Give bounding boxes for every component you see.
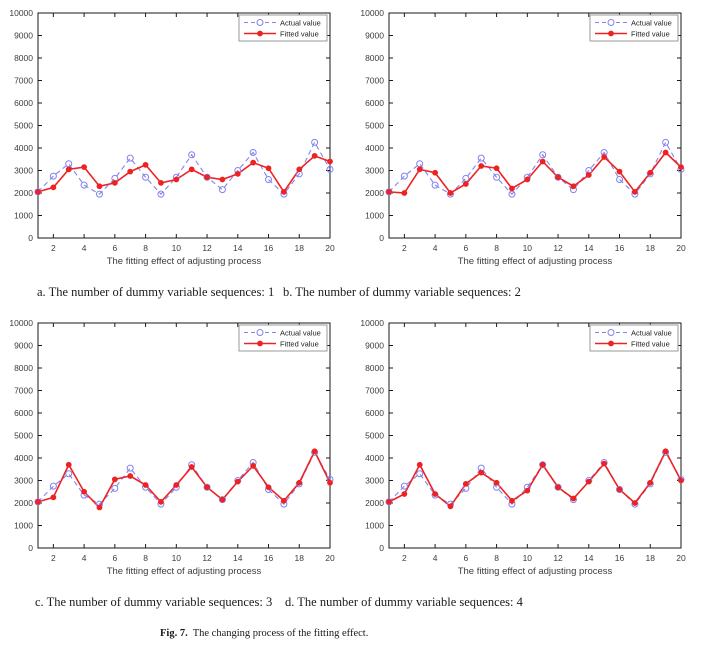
x-tick-label: 4 (81, 243, 87, 253)
x-tick-label: 16 (614, 243, 625, 253)
fitted-marker (235, 479, 240, 484)
y-tick-label: 4000 (14, 143, 33, 153)
fitted-marker (251, 463, 256, 468)
x-tick-label: 4 (432, 243, 438, 253)
legend-entry-label: Actual value (280, 18, 321, 28)
x-axis-label: The fitting effect of adjusting process (106, 566, 262, 577)
y-tick-label: 3000 (14, 165, 33, 176)
fitted-marker (266, 485, 271, 490)
actual-marker (127, 465, 133, 471)
legend-entry-label: Actual value (280, 328, 321, 338)
legend-fitted-marker (258, 31, 263, 36)
x-tick-label: 14 (233, 243, 243, 253)
x-tick-label: 14 (584, 243, 594, 253)
fitted-marker (128, 474, 133, 479)
y-tick-label: 9000 (14, 340, 33, 351)
actual-marker (66, 471, 72, 477)
y-tick-label: 3000 (365, 475, 384, 486)
x-tick-label: 10 (522, 243, 533, 253)
y-tick-label: 9000 (365, 340, 384, 351)
x-tick-label: 18 (294, 243, 304, 253)
fitted-marker (82, 489, 87, 494)
actual-marker (50, 173, 56, 179)
y-tick-label: 1000 (365, 520, 384, 531)
fitted-marker (143, 162, 148, 167)
y-tick-label: 8000 (14, 363, 33, 373)
x-tick-label: 20 (676, 243, 686, 253)
fitted-marker (648, 480, 653, 485)
fitted-marker (402, 492, 407, 497)
fitted-marker (220, 177, 225, 182)
y-tick-label: 10000 (9, 8, 33, 18)
x-tick-label: 18 (294, 553, 304, 563)
y-tick-label: 3000 (365, 165, 384, 176)
fitted-marker (281, 498, 286, 503)
x-tick-label: 2 (402, 243, 407, 253)
x-tick-label: 18 (645, 243, 655, 253)
y-tick-label: 1000 (14, 520, 33, 531)
x-tick-label: 6 (463, 243, 469, 253)
fitted-marker (448, 191, 453, 196)
fitted-marker (556, 485, 561, 490)
fitted-marker (387, 499, 392, 504)
fitted-marker (189, 167, 194, 172)
fitted-marker (97, 184, 102, 189)
y-tick-label: 3000 (14, 475, 33, 486)
fitted-marker (433, 492, 438, 497)
y-tick-label: 0 (379, 233, 384, 243)
fitted-marker (205, 485, 210, 490)
fitted-marker (97, 505, 102, 510)
plot-box (38, 323, 330, 548)
fitted-marker (82, 165, 87, 170)
x-tick-label: 4 (432, 553, 438, 563)
chart-a-svg (0, 0, 352, 272)
fitted-marker (328, 159, 333, 164)
y-tick-label: 1000 (14, 210, 33, 221)
y-tick-label: 10000 (9, 318, 33, 328)
x-axis-label: The fitting effect of adjusting process (106, 256, 262, 267)
fitted-marker (556, 175, 561, 180)
fitted-marker (479, 470, 484, 475)
legend-fitted-marker (258, 341, 263, 346)
fitted-marker (586, 173, 591, 178)
y-tick-label: 5000 (365, 430, 384, 441)
fitted-marker (205, 175, 210, 180)
fitted-marker (433, 170, 438, 175)
actual-marker (312, 139, 318, 145)
actual-marker (417, 161, 423, 167)
fitted-marker (617, 487, 622, 492)
x-tick-label: 20 (676, 553, 686, 563)
y-tick-label: 4000 (365, 143, 384, 153)
x-tick-label: 10 (171, 243, 182, 253)
fitted-marker (617, 169, 622, 174)
actual-marker (478, 155, 484, 161)
legend-entry-label: Fitted value (631, 29, 670, 39)
actual-marker (112, 485, 118, 491)
fitted-marker (525, 488, 530, 493)
actual-marker (219, 187, 225, 193)
legend-entry-label: Fitted value (631, 339, 670, 349)
y-tick-label: 0 (28, 233, 33, 243)
fitted-marker (159, 499, 164, 504)
legend-entry-label: Fitted value (280, 339, 319, 349)
figure-caption-label: Fig. 7. (160, 628, 188, 639)
y-tick-label: 9000 (365, 30, 384, 41)
y-tick-label: 2000 (14, 498, 33, 508)
legend-entry-label: Fitted value (280, 29, 319, 39)
fitted-marker (632, 501, 637, 506)
x-tick-label: 12 (553, 553, 563, 563)
fitted-marker (663, 150, 668, 155)
y-tick-label: 8000 (365, 363, 384, 373)
plot-box (389, 13, 681, 238)
y-tick-label: 5000 (365, 120, 384, 131)
fitted-marker (235, 171, 240, 176)
y-tick-label: 7000 (365, 385, 384, 396)
fitted-marker (494, 166, 499, 171)
fitted-marker (128, 169, 133, 174)
figure-caption (160, 628, 368, 639)
fitted-marker (174, 177, 179, 182)
legend-actual-marker (257, 20, 263, 26)
fitted-marker (174, 483, 179, 488)
y-tick-label: 6000 (14, 98, 33, 108)
fitted-marker (66, 167, 71, 172)
y-tick-label: 9000 (14, 30, 33, 41)
subcaption-d: d. The number of dummy variable sequences: 4 (285, 595, 523, 609)
x-tick-label: 8 (494, 553, 499, 563)
y-tick-label: 10000 (360, 318, 384, 328)
legend-actual-marker (608, 330, 614, 336)
fitted-marker (479, 164, 484, 169)
legend-fitted-marker (609, 341, 614, 346)
x-tick-label: 10 (522, 553, 533, 563)
fitted-marker (648, 170, 653, 175)
actual-marker (617, 177, 623, 183)
legend-actual-marker (257, 330, 263, 336)
x-tick-label: 2 (51, 243, 56, 253)
fitted-marker (328, 480, 333, 485)
y-tick-label: 7000 (14, 385, 33, 396)
fitted-marker (417, 462, 422, 467)
y-tick-label: 7000 (14, 75, 33, 86)
fitted-marker (112, 180, 117, 185)
actual-marker (401, 173, 407, 179)
subcaption-a: a. The number of dummy variable sequences: 1 (37, 285, 275, 299)
x-tick-label: 14 (584, 553, 594, 563)
fitted-marker (679, 478, 684, 483)
x-tick-label: 12 (553, 243, 563, 253)
x-tick-label: 12 (202, 243, 212, 253)
y-tick-label: 2000 (365, 188, 384, 198)
actual-marker (663, 139, 669, 145)
fitted-marker (281, 189, 286, 194)
fitted-marker (297, 480, 302, 485)
x-axis-label: The fitting effect of adjusting process (457, 256, 613, 267)
y-tick-label: 7000 (365, 75, 384, 86)
chart-d-svg (351, 310, 703, 582)
subcaption-b: b. The number of dummy variable sequences: 2 (283, 285, 521, 299)
actual-marker (266, 177, 272, 183)
y-tick-label: 8000 (14, 53, 33, 63)
x-tick-label: 20 (325, 553, 335, 563)
y-tick-label: 6000 (14, 408, 33, 418)
x-tick-label: 6 (112, 243, 118, 253)
legend-entry-label: Actual value (631, 328, 672, 338)
x-tick-label: 16 (614, 553, 625, 563)
y-tick-label: 5000 (14, 430, 33, 441)
x-tick-label: 8 (494, 243, 499, 253)
fitted-marker (510, 498, 515, 503)
y-tick-label: 8000 (365, 53, 384, 63)
y-tick-label: 6000 (365, 98, 384, 108)
plot-box (38, 13, 330, 238)
y-tick-label: 1000 (365, 210, 384, 221)
fitted-marker (540, 159, 545, 164)
fitted-marker (159, 180, 164, 185)
fitted-marker (663, 449, 668, 454)
actual-marker (127, 155, 133, 161)
y-tick-label: 4000 (365, 453, 384, 463)
fitted-marker (66, 462, 71, 467)
actual-marker (463, 175, 469, 181)
x-tick-label: 2 (402, 553, 407, 563)
fitted-marker (602, 155, 607, 160)
actual-marker (401, 483, 407, 489)
x-tick-label: 8 (143, 243, 148, 253)
y-tick-label: 4000 (14, 453, 33, 463)
fitted-marker (463, 182, 468, 187)
x-tick-label: 2 (51, 553, 56, 563)
x-tick-label: 6 (112, 553, 118, 563)
fitted-marker (312, 153, 317, 158)
fitted-marker (494, 480, 499, 485)
fitted-marker (189, 465, 194, 470)
fitted-marker (220, 497, 225, 502)
chart-b-svg (351, 0, 703, 272)
x-tick-label: 8 (143, 553, 148, 563)
chart-c-svg (0, 310, 352, 582)
x-tick-label: 18 (645, 553, 655, 563)
series-fitted-line (389, 451, 681, 506)
fitted-marker (510, 186, 515, 191)
fitted-marker (463, 481, 468, 486)
x-tick-label: 10 (171, 553, 182, 563)
x-tick-label: 14 (233, 553, 243, 563)
legend-fitted-marker (609, 31, 614, 36)
fitted-marker (266, 166, 271, 171)
x-tick-label: 6 (463, 553, 469, 563)
legend-entry-label: Actual value (631, 18, 672, 28)
y-tick-label: 6000 (365, 408, 384, 418)
chart-panel-d (351, 310, 703, 582)
x-axis-label: The fitting effect of adjusting process (457, 566, 613, 577)
fitted-marker (525, 177, 530, 182)
fitted-marker (251, 160, 256, 165)
fitted-marker (36, 189, 41, 194)
x-tick-label: 16 (263, 553, 274, 563)
fitted-marker (586, 479, 591, 484)
y-tick-label: 2000 (365, 498, 384, 508)
actual-marker (50, 483, 56, 489)
y-tick-label: 0 (379, 543, 384, 553)
fitted-marker (51, 185, 56, 190)
fitted-marker (632, 189, 637, 194)
x-tick-label: 12 (202, 553, 212, 563)
fitted-marker (571, 184, 576, 189)
fitted-marker (312, 449, 317, 454)
chart-panel-c (0, 310, 352, 582)
fitted-marker (143, 483, 148, 488)
fitted-marker (448, 504, 453, 509)
plot-box (389, 323, 681, 548)
fitted-marker (602, 461, 607, 466)
x-tick-label: 20 (325, 243, 335, 253)
legend-actual-marker (608, 20, 614, 26)
fitted-marker (679, 165, 684, 170)
y-tick-label: 10000 (360, 8, 384, 18)
actual-marker (66, 161, 72, 167)
fitted-marker (387, 189, 392, 194)
y-tick-label: 2000 (14, 188, 33, 198)
y-tick-label: 0 (28, 543, 33, 553)
chart-panel-a (0, 0, 352, 272)
fitted-marker (112, 477, 117, 482)
subcaption-c: c. The number of dummy variable sequences: 3 (35, 595, 273, 609)
y-tick-label: 5000 (14, 120, 33, 131)
fitted-marker (402, 191, 407, 196)
chart-panel-b (351, 0, 703, 272)
fitted-marker (297, 167, 302, 172)
x-tick-label: 16 (263, 243, 274, 253)
actual-marker (417, 471, 423, 477)
fitted-marker (417, 167, 422, 172)
x-tick-label: 4 (81, 553, 87, 563)
fitted-marker (36, 499, 41, 504)
fitted-marker (51, 495, 56, 500)
fitted-marker (540, 462, 545, 467)
figure-caption-text: The changing process of the fitting effect. (192, 628, 369, 639)
fitted-marker (571, 496, 576, 501)
